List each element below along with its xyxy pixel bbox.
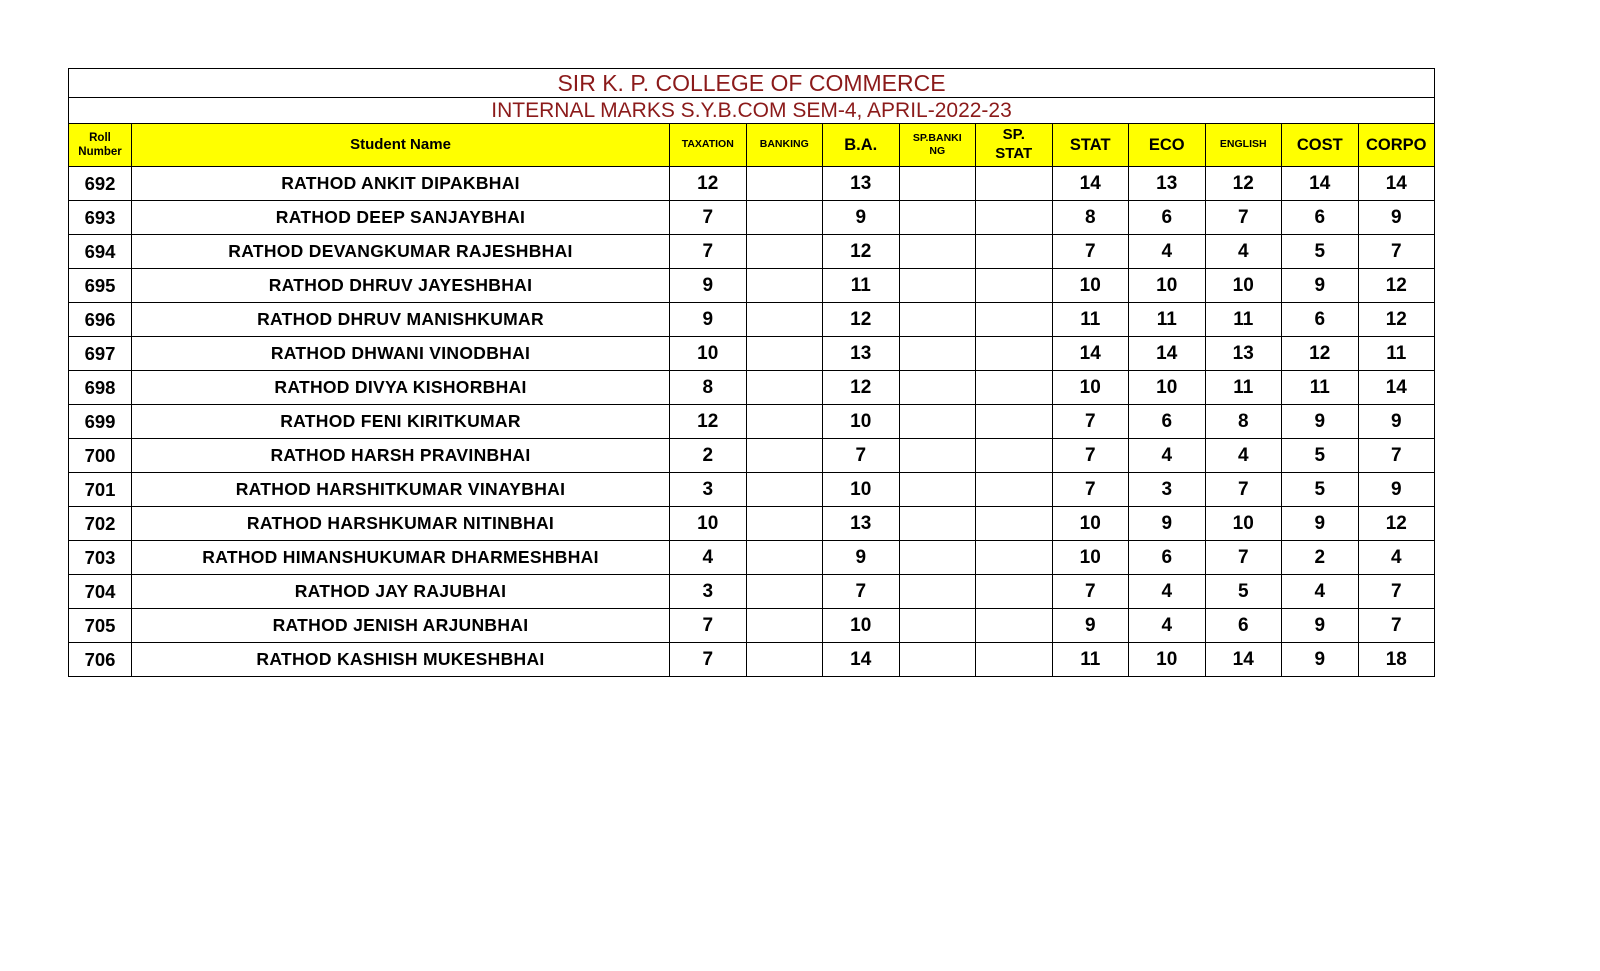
- table-row: [69, 167, 1435, 201]
- header-sp-banking: [899, 124, 976, 167]
- english-mark: 5: [1205, 575, 1282, 609]
- roll-number-cell: 706: [69, 643, 132, 677]
- english-mark: 11: [1205, 303, 1282, 337]
- banking-mark: [746, 371, 823, 405]
- college-title: SIR K. P. COLLEGE OF COMMERCE: [69, 69, 1435, 98]
- header-eco: ECO: [1129, 124, 1206, 167]
- table-row: [69, 201, 1435, 235]
- sp-stat-mark: [976, 371, 1053, 405]
- taxation-mark: 10: [670, 507, 747, 541]
- student-name-cell: RATHOD HARSH PRAVINBHAI: [132, 439, 670, 473]
- english-mark: 12: [1205, 167, 1282, 201]
- student-name-cell: RATHOD HIMANSHUKUMAR DHARMESHBHAI: [132, 541, 670, 575]
- roll-number-cell: 701: [69, 473, 132, 507]
- eco-mark: 4: [1129, 235, 1206, 269]
- table-row: [69, 643, 1435, 677]
- table-row: [69, 575, 1435, 609]
- stat-mark: 10: [1052, 269, 1129, 303]
- sp-banking-mark: [899, 371, 976, 405]
- banking-mark: [746, 541, 823, 575]
- roll-number-cell: 694: [69, 235, 132, 269]
- student-name-cell: RATHOD JENISH ARJUNBHAI: [132, 609, 670, 643]
- sp-stat-mark: [976, 303, 1053, 337]
- cost-mark: 9: [1282, 507, 1359, 541]
- banking-mark: [746, 643, 823, 677]
- student-name-cell: RATHOD DHWANI VINODBHAI: [132, 337, 670, 371]
- stat-mark: 7: [1052, 405, 1129, 439]
- taxation-mark: 4: [670, 541, 747, 575]
- banking-mark: [746, 337, 823, 371]
- stat-mark: 7: [1052, 439, 1129, 473]
- english-mark: 7: [1205, 473, 1282, 507]
- stat-mark: 14: [1052, 337, 1129, 371]
- header-sp-stat-line2: STAT: [995, 145, 1033, 162]
- ba-mark: 11: [823, 269, 900, 303]
- sp-stat-mark: [976, 541, 1053, 575]
- table-row: [69, 337, 1435, 371]
- header-cost: COST: [1282, 124, 1359, 167]
- taxation-mark: 12: [670, 167, 747, 201]
- sp-banking-mark: [899, 235, 976, 269]
- stat-mark: 7: [1052, 575, 1129, 609]
- sp-stat-mark: [976, 507, 1053, 541]
- english-mark: 14: [1205, 643, 1282, 677]
- eco-mark: 10: [1129, 643, 1206, 677]
- corpo-mark: 7: [1358, 575, 1435, 609]
- english-mark: 11: [1205, 371, 1282, 405]
- banking-mark: [746, 269, 823, 303]
- banking-mark: [746, 167, 823, 201]
- header-student-name: Student Name: [132, 124, 670, 167]
- english-mark: 6: [1205, 609, 1282, 643]
- stat-mark: 11: [1052, 303, 1129, 337]
- roll-number-cell: 698: [69, 371, 132, 405]
- sp-stat-mark: [976, 235, 1053, 269]
- taxation-mark: 3: [670, 575, 747, 609]
- header-english: ENGLISH: [1205, 124, 1282, 167]
- header-ba: B.A.: [823, 124, 900, 167]
- table-row: [69, 507, 1435, 541]
- roll-number-cell: 700: [69, 439, 132, 473]
- sp-banking-mark: [899, 269, 976, 303]
- stat-mark: 10: [1052, 507, 1129, 541]
- ba-mark: 9: [823, 541, 900, 575]
- corpo-mark: 9: [1358, 405, 1435, 439]
- roll-number-cell: 703: [69, 541, 132, 575]
- taxation-mark: 7: [670, 235, 747, 269]
- sp-banking-mark: [899, 201, 976, 235]
- corpo-mark: 12: [1358, 303, 1435, 337]
- student-name-cell: RATHOD ANKIT DIPAKBHAI: [132, 167, 670, 201]
- banking-mark: [746, 609, 823, 643]
- taxation-mark: 7: [670, 201, 747, 235]
- sp-banking-mark: [899, 507, 976, 541]
- stat-mark: 7: [1052, 473, 1129, 507]
- cost-mark: 5: [1282, 439, 1359, 473]
- banking-mark: [746, 439, 823, 473]
- eco-mark: 4: [1129, 609, 1206, 643]
- sp-banking-mark: [899, 337, 976, 371]
- english-mark: 7: [1205, 201, 1282, 235]
- table-row: [69, 439, 1435, 473]
- student-name-cell: RATHOD DEVANGKUMAR RAJESHBHAI: [132, 235, 670, 269]
- header-corpo: CORPO: [1358, 124, 1435, 167]
- ba-mark: 13: [823, 167, 900, 201]
- sp-stat-mark: [976, 269, 1053, 303]
- header-sp-banking-line2: NG: [929, 145, 946, 157]
- taxation-mark: 2: [670, 439, 747, 473]
- banking-mark: [746, 507, 823, 541]
- sp-stat-mark: [976, 575, 1053, 609]
- sp-stat-mark: [976, 609, 1053, 643]
- header-stat: STAT: [1052, 124, 1129, 167]
- corpo-mark: 9: [1358, 473, 1435, 507]
- eco-mark: 11: [1129, 303, 1206, 337]
- corpo-mark: 18: [1358, 643, 1435, 677]
- sp-banking-mark: [899, 405, 976, 439]
- english-mark: 7: [1205, 541, 1282, 575]
- header-banking: BANKING: [746, 124, 823, 167]
- sp-stat-mark: [976, 405, 1053, 439]
- ba-mark: 14: [823, 643, 900, 677]
- cost-mark: 6: [1282, 201, 1359, 235]
- ba-mark: 10: [823, 405, 900, 439]
- cost-mark: 9: [1282, 609, 1359, 643]
- taxation-mark: 9: [670, 303, 747, 337]
- sp-stat-mark: [976, 439, 1053, 473]
- cost-mark: 11: [1282, 371, 1359, 405]
- student-name-cell: RATHOD DIVYA KISHORBHAI: [132, 371, 670, 405]
- corpo-mark: 4: [1358, 541, 1435, 575]
- ba-mark: 7: [823, 575, 900, 609]
- ba-mark: 12: [823, 235, 900, 269]
- corpo-mark: 7: [1358, 235, 1435, 269]
- eco-mark: 14: [1129, 337, 1206, 371]
- header-roll-number: [69, 124, 132, 167]
- corpo-mark: 7: [1358, 609, 1435, 643]
- roll-number-cell: 699: [69, 405, 132, 439]
- eco-mark: 9: [1129, 507, 1206, 541]
- cost-mark: 5: [1282, 473, 1359, 507]
- table-row: [69, 235, 1435, 269]
- student-name-cell: RATHOD HARSHITKUMAR VINAYBHAI: [132, 473, 670, 507]
- sp-banking-mark: [899, 303, 976, 337]
- table-row: [69, 405, 1435, 439]
- corpo-mark: 12: [1358, 507, 1435, 541]
- taxation-mark: 12: [670, 405, 747, 439]
- roll-number-cell: 697: [69, 337, 132, 371]
- taxation-mark: 9: [670, 269, 747, 303]
- taxation-mark: 10: [670, 337, 747, 371]
- student-name-cell: RATHOD HARSHKUMAR NITINBHAI: [132, 507, 670, 541]
- banking-mark: [746, 201, 823, 235]
- english-mark: 4: [1205, 235, 1282, 269]
- cost-mark: 9: [1282, 269, 1359, 303]
- student-name-cell: RATHOD FENI KIRITKUMAR: [132, 405, 670, 439]
- sp-banking-mark: [899, 643, 976, 677]
- roll-number-cell: 704: [69, 575, 132, 609]
- taxation-mark: 7: [670, 609, 747, 643]
- header-roll-line1: Roll: [89, 131, 111, 144]
- cost-mark: 4: [1282, 575, 1359, 609]
- stat-mark: 14: [1052, 167, 1129, 201]
- header-roll-line2: Number: [78, 146, 122, 158]
- cost-mark: 9: [1282, 643, 1359, 677]
- english-mark: 4: [1205, 439, 1282, 473]
- sp-banking-mark: [899, 439, 976, 473]
- table-row: [69, 269, 1435, 303]
- sp-stat-mark: [976, 167, 1053, 201]
- table-row: [69, 541, 1435, 575]
- header-row: [69, 124, 1435, 167]
- header-sp-stat-line1: SP.: [1002, 126, 1025, 144]
- roll-number-cell: 693: [69, 201, 132, 235]
- student-rows: [69, 167, 1435, 677]
- stat-mark: 9: [1052, 609, 1129, 643]
- banking-mark: [746, 235, 823, 269]
- ba-mark: 7: [823, 439, 900, 473]
- english-mark: 13: [1205, 337, 1282, 371]
- cost-mark: 14: [1282, 167, 1359, 201]
- eco-mark: 3: [1129, 473, 1206, 507]
- corpo-mark: 11: [1358, 337, 1435, 371]
- eco-mark: 10: [1129, 269, 1206, 303]
- banking-mark: [746, 303, 823, 337]
- student-name-cell: RATHOD DHRUV MANISHKUMAR: [132, 303, 670, 337]
- exam-subtitle: INTERNAL MARKS S.Y.B.COM SEM-4, APRIL-2022-23: [69, 98, 1435, 124]
- english-mark: 10: [1205, 507, 1282, 541]
- stat-mark: 11: [1052, 643, 1129, 677]
- corpo-mark: 7: [1358, 439, 1435, 473]
- sp-banking-mark: [899, 473, 976, 507]
- table-row: [69, 303, 1435, 337]
- ba-mark: 13: [823, 507, 900, 541]
- student-name-cell: RATHOD KASHISH MUKESHBHAI: [132, 643, 670, 677]
- taxation-mark: 3: [670, 473, 747, 507]
- ba-mark: 12: [823, 303, 900, 337]
- cost-mark: 12: [1282, 337, 1359, 371]
- table-row: [69, 473, 1435, 507]
- stat-mark: 10: [1052, 371, 1129, 405]
- stat-mark: 8: [1052, 201, 1129, 235]
- eco-mark: 6: [1129, 201, 1206, 235]
- eco-mark: 4: [1129, 439, 1206, 473]
- eco-mark: 4: [1129, 575, 1206, 609]
- header-sp-banking-line1: SP.BANKI: [912, 131, 962, 144]
- ba-mark: 9: [823, 201, 900, 235]
- table-row: [69, 371, 1435, 405]
- marks-table: [68, 68, 1435, 677]
- roll-number-cell: 705: [69, 609, 132, 643]
- corpo-mark: 9: [1358, 201, 1435, 235]
- student-name-cell: RATHOD DHRUV JAYESHBHAI: [132, 269, 670, 303]
- taxation-mark: 8: [670, 371, 747, 405]
- sp-banking-mark: [899, 541, 976, 575]
- roll-number-cell: 696: [69, 303, 132, 337]
- stat-mark: 10: [1052, 541, 1129, 575]
- stat-mark: 7: [1052, 235, 1129, 269]
- english-mark: 10: [1205, 269, 1282, 303]
- eco-mark: 6: [1129, 405, 1206, 439]
- sp-stat-mark: [976, 201, 1053, 235]
- banking-mark: [746, 575, 823, 609]
- eco-mark: 6: [1129, 541, 1206, 575]
- student-name-cell: RATHOD DEEP SANJAYBHAI: [132, 201, 670, 235]
- sp-banking-mark: [899, 167, 976, 201]
- sp-stat-mark: [976, 337, 1053, 371]
- roll-number-cell: 692: [69, 167, 132, 201]
- sp-stat-mark: [976, 473, 1053, 507]
- eco-mark: 13: [1129, 167, 1206, 201]
- banking-mark: [746, 473, 823, 507]
- ba-mark: 12: [823, 371, 900, 405]
- sp-banking-mark: [899, 609, 976, 643]
- ba-mark: 10: [823, 473, 900, 507]
- sp-banking-mark: [899, 575, 976, 609]
- cost-mark: 2: [1282, 541, 1359, 575]
- header-taxation: TAXATION: [670, 124, 747, 167]
- ba-mark: 10: [823, 609, 900, 643]
- cost-mark: 9: [1282, 405, 1359, 439]
- cost-mark: 5: [1282, 235, 1359, 269]
- header-sp-stat: [976, 124, 1053, 167]
- banking-mark: [746, 405, 823, 439]
- corpo-mark: 14: [1358, 371, 1435, 405]
- table-row: [69, 609, 1435, 643]
- roll-number-cell: 695: [69, 269, 132, 303]
- cost-mark: 6: [1282, 303, 1359, 337]
- corpo-mark: 12: [1358, 269, 1435, 303]
- sp-stat-mark: [976, 643, 1053, 677]
- eco-mark: 10: [1129, 371, 1206, 405]
- english-mark: 8: [1205, 405, 1282, 439]
- corpo-mark: 14: [1358, 167, 1435, 201]
- student-name-cell: RATHOD JAY RAJUBHAI: [132, 575, 670, 609]
- roll-number-cell: 702: [69, 507, 132, 541]
- ba-mark: 13: [823, 337, 900, 371]
- taxation-mark: 7: [670, 643, 747, 677]
